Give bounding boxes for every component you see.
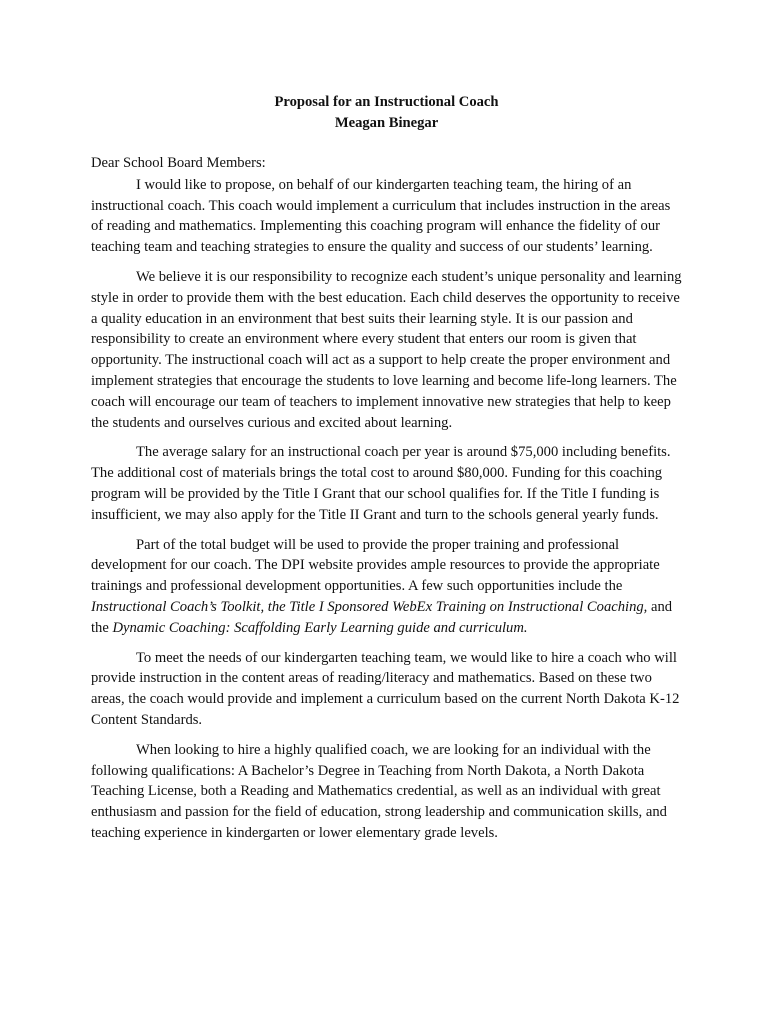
paragraph-training-text: Part of the total budget will be used to provide the proper training and professional development for our coach. The DPI website provides ample resources to provide the appropriate trainings and professional development opportunities. A few such opportunities include the (91, 536, 660, 595)
paragraph-training-italic-1: Instructional Coach’s Toolkit, the Title I Sponsored WebEx Training on Instructional Coaching, (91, 598, 648, 615)
paragraph-qualifications: When looking to hire a highly qualified coach, we are looking for an individual with the following qualifications: A Bachelor’s Degree in Teaching from North Dakota, a North Dakota Teaching License, both a Reading and Mathematics credential, as well as an individual with great enthusiasm and passion for the field of education, strong leadership and communication skills, and teaching experience in kindergarten or lower elementary grade levels. (91, 741, 667, 841)
paragraph-responsibility: We believe it is our responsibility to recognize each student’s unique personality and learning style in order to provide them with the best education. Each child deserves the opportunity to receive a quality education in an environment that best suits their learning style. It is our passion and responsibility to create an environment where every student that enters our room is given that opportunity. The instructional coach will act as a support to help create the proper environment and implement strategies that encourage the students to love learning and become life-long learners. The coach will encourage our team of teachers to implement innovative new strategies that help to keep the students and ourselves curious and excited about learning. (91, 268, 682, 431)
paragraph-training-italic-2: Dynamic Coaching: Scaffolding Early Learning guide and curriculum. (112, 619, 528, 636)
paragraph-content-areas: To meet the needs of our kindergarten teaching team, we would like to hire a coach who will provide instruction in the content areas of reading/literacy and mathematics. Based on these two areas, the coach would provide and implement a curriculum based on the current North Dakota K-12 Content Standards. (91, 649, 680, 728)
paragraph-budget: The average salary for an instructional coach per year is around $75,000 including benefits. The additional cost of materials brings the total cost to around $80,000. Funding for this coaching program will be provided by the Title I Grant that our school qualifies for. If the Title I funding is insufficient, we may also apply for the Title II Grant and turn to the schools general yearly funds. (91, 444, 671, 523)
letter-body (91, 175, 682, 844)
paragraph-training-mid: and the (91, 598, 673, 636)
document-author: Meagan Binegar (334, 115, 439, 131)
paragraph-training (91, 535, 682, 639)
salutation: Dear School Board Members: (91, 155, 266, 171)
paragraph-intro: I would like to propose, on behalf of our kindergarten teaching team, the hiring of an instructional coach. This coach would implement a curriculum that includes instruction in the areas of reading and mathematics. Implementing this coaching program will enhance the fidelity of our teaching team and teaching strategies to ensure the quality and success of our students’ learning. (91, 176, 671, 256)
document-title: Proposal for an Instructional Coach (274, 94, 499, 110)
